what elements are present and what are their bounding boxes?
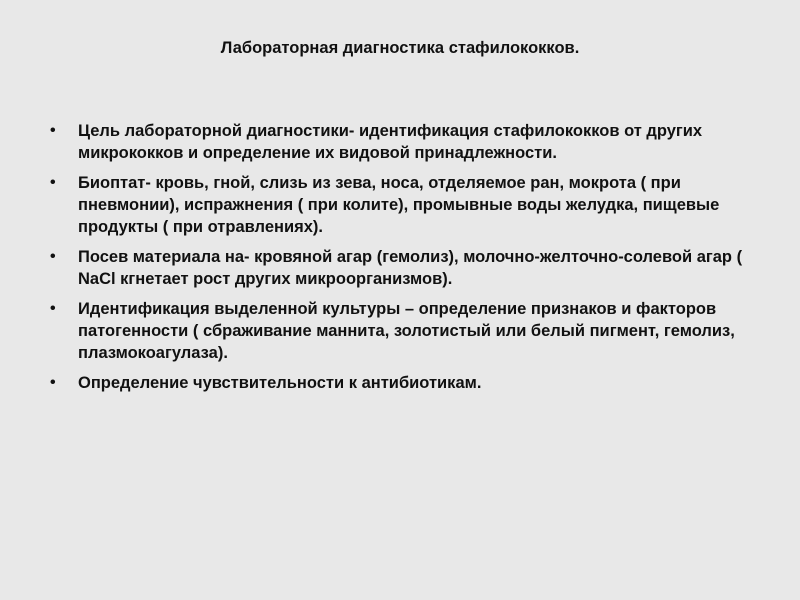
bullet-list bbox=[48, 120, 760, 402]
slide-title: Лабораторная диагностика стафилококков. bbox=[220, 39, 580, 57]
bullet-icon: • bbox=[50, 174, 56, 191]
bullet-icon: • bbox=[50, 248, 56, 265]
bullet-item-identification bbox=[48, 298, 760, 364]
bullet-text: Идентификация выделенной культуры – определение признаков и факторов патогенности ( сбраживание маннита, золотистый или белый пигмент, гемолиз, плазмокоагулаза). bbox=[78, 300, 735, 362]
bullet-text: Определение чувствительности к антибиотикам. bbox=[78, 374, 482, 392]
bullet-icon: • bbox=[50, 122, 56, 139]
bullet-text: Цель лабораторной диагностики- идентификация стафилококков от других микрококков и определение их видовой принадлежности. bbox=[78, 122, 703, 162]
bullet-icon: • bbox=[50, 300, 56, 317]
bullet-icon: • bbox=[50, 374, 56, 391]
bullet-text: Биоптат- кровь, гной, слизь из зева, носа, отделяемое ран, мокрота ( при пневмонии), испражнения ( при колите), промывные воды желудка, пищевые продукты ( при отравлениях). bbox=[78, 174, 720, 236]
bullet-item-goal bbox=[48, 120, 760, 164]
bullet-item-culture bbox=[48, 246, 760, 290]
bullet-item-sensitivity bbox=[48, 372, 760, 394]
bullet-text: Посев материала на- кровяной агар (гемолиз), молочно-желточно-солевой агар ( NaCl кгнетает рост других микроорганизмов). bbox=[78, 248, 743, 288]
bullet-item-specimen bbox=[48, 172, 760, 238]
